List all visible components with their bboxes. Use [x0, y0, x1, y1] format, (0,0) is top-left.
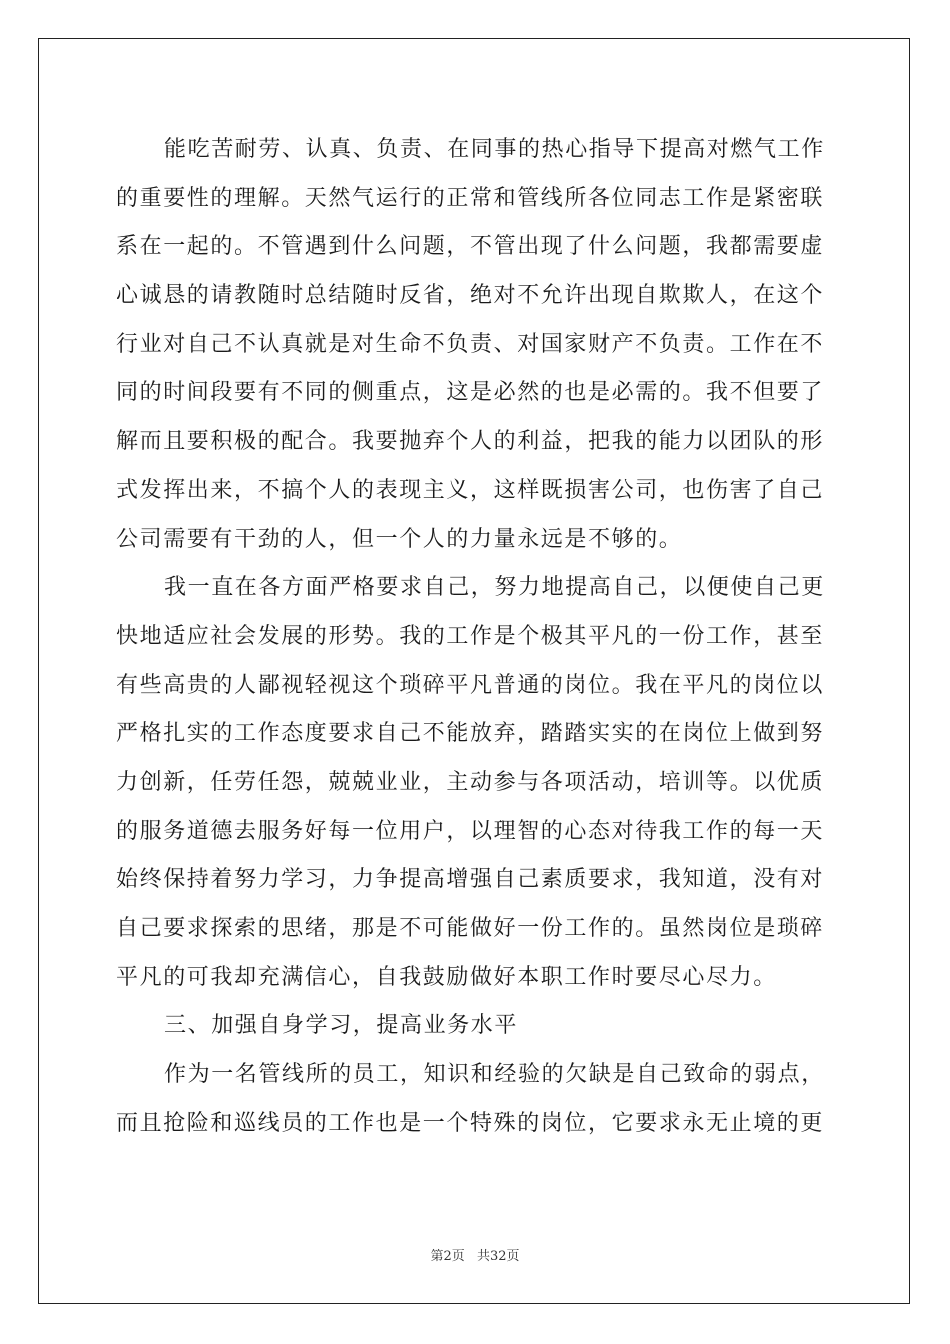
document-body [116, 126, 834, 1148]
paragraph-line: 平凡的可我却充满信心，自我鼓励做好本职工作时要尽心尽力。 [116, 964, 777, 990]
paragraph-line: 的服务道德去服务好每一位用户，以理智的心态对待我工作的每一天 [116, 818, 825, 844]
page-total: 共32页 [476, 1249, 520, 1264]
paragraph-line: 严格扎实的工作态度要求自己不能放弃，踏踏实实的在岗位上做到努 [116, 721, 825, 747]
paragraph-line: 自己要求探索的思绪，那是不可能做好一份工作的。虽然岗位是琐碎 [116, 916, 825, 941]
paragraph-line: 行业对自己不认真就是对生命不负责、对国家财产不负责。工作在不 [116, 331, 825, 357]
paragraph-line: 始终保持着努力学习，力争提高增强自己素质要求，我知道，没有对 [116, 867, 825, 893]
paragraph-line: 快地适应社会发展的形势。我的工作是个极其平凡的一份工作，甚至 [116, 623, 825, 649]
paragraph-line: 的重要性的理解。天然气运行的正常和管线所各位同志工作是紧密联 [116, 185, 825, 211]
paragraph-line: 有些高贵的人鄙视轻视这个琐碎平凡普通的岗位。我在平凡的岗位以 [116, 672, 825, 698]
paragraph-line: 而且抢险和巡线员的工作也是一个特殊的岗位，它要求永无止境的更 [116, 1110, 825, 1136]
paragraph-line: 系在一起的。不管遇到什么问题，不管出现了什么问题，我都需要虚 [116, 234, 825, 260]
paragraph-line: 能吃苦耐劳、认真、负责、在同事的热心指导下提高对燃气工作 [164, 137, 825, 162]
paragraph-line: 心诚恳的请教随时总结随时反省，绝对不允许出现自欺欺人，在这个 [116, 283, 825, 309]
paragraph-line: 力创新，任劳任怨，兢兢业业，主动参与各项活动，培训等。以优质 [116, 769, 825, 795]
paragraph-line: 解而且要积极的配合。我要抛弃个人的利益，把我的能力以团队的形 [116, 429, 825, 455]
paragraph-line: 作为一名管线所的员工，知识和经验的欠缺是自己致命的弱点， [164, 1062, 825, 1088]
section-heading: 三、加强自身学习，提高业务水平 [164, 1013, 519, 1039]
page-footer [0, 1245, 950, 1264]
paragraph-line: 我一直在各方面严格要求自己，努力地提高自己，以便使自己更 [164, 575, 825, 601]
paragraph-line: 式发挥出来，不搞个人的表现主义，这样既损害公司，也伤害了自己 [116, 477, 825, 503]
paragraph-line: 公司需要有干劲的人，但一个人的力量永远是不够的。 [116, 526, 683, 552]
page-number: 第2页 [430, 1249, 465, 1264]
paragraph-line: 同的时间段要有不同的侧重点，这是必然的也是必需的。我不但要了 [116, 380, 825, 406]
